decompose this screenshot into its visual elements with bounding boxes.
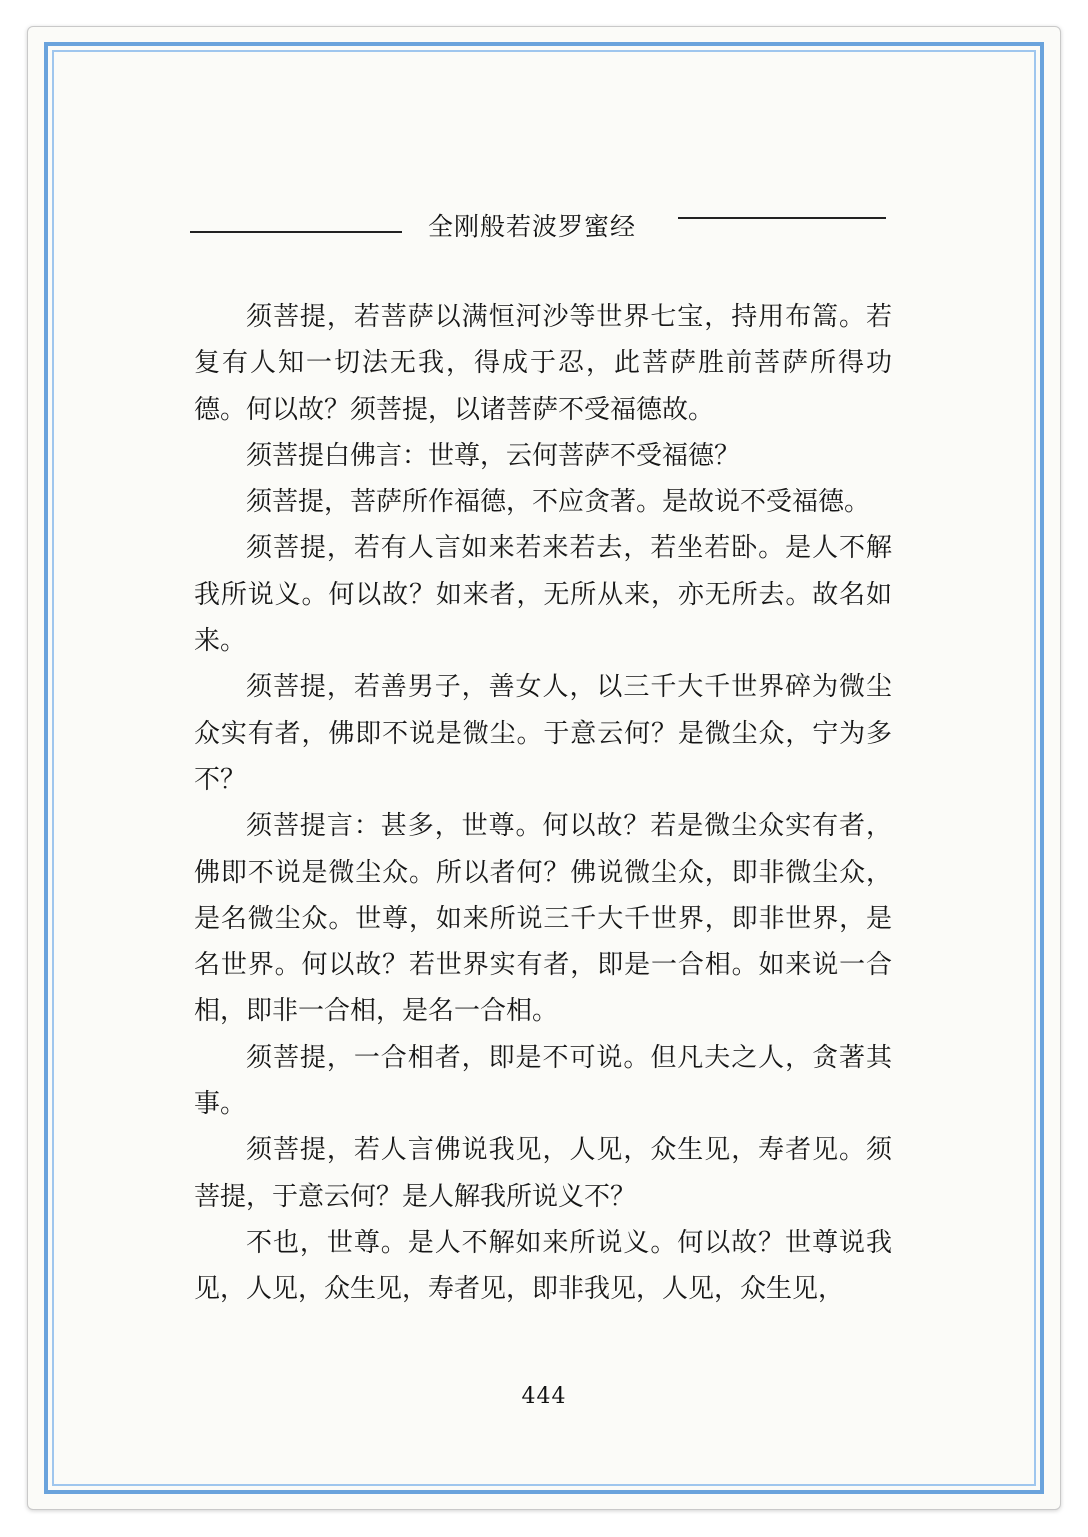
- header-rule-left: [190, 231, 402, 233]
- header-rule-right: [678, 217, 886, 219]
- paragraph: 须菩提，若人言佛说我见，人见，众生见，寿者见。须菩提，于意云何？是人解我所说义不？: [194, 1135, 892, 1212]
- paragraph: 须菩提，若善男子，善女人，以三千大千世界碎为微尘众实有者，佛即不说是微尘。于意云何？是微尘众，宁为多不？: [194, 672, 892, 795]
- paragraph: 不也，世尊。是人不解如来所说义。何以故？世尊说我见，人见，众生见，寿者见，即非我见，人见，众生见，: [194, 1227, 892, 1305]
- paragraph: 须菩提白佛言：世尊，云何菩萨不受福德？: [246, 440, 741, 471]
- paragraph: 须菩提言：甚多，世尊。何以故？若是微尘众实有者，佛即不说是微尘众。所以者何？佛说微尘众，即非微尘众，是名微尘众。世尊，如来所说三千大千世界，即非世界，是名世界。何以故？若世界实有者，即是一合相。如来说一合相，即非一合相，是名一合相。: [194, 811, 892, 1027]
- page-number: 444: [521, 1384, 567, 1409]
- paragraph: 须菩提，若有人言如来若来若去，若坐若卧。是人不解我所说义。何以故？如来者，无所从来，亦无所去。故名如来。: [194, 533, 892, 657]
- paragraph: 须菩提，一合相者，即是不可说。但凡夫之人，贪著其事。: [194, 1042, 892, 1120]
- paragraph: 须菩提，菩萨所作福德，不应贪著。是故说不受福德。: [246, 487, 871, 518]
- running-header: [190, 205, 888, 245]
- body-text: [194, 294, 892, 1313]
- book-title: 全刚般若波罗蜜经: [428, 212, 637, 241]
- paragraph: 须菩提，若菩萨以满恒河沙等世界七宝，持用布篙。若复有人知一切法无我，得成于忍，此菩萨胜前菩萨所得功德。何以故？须菩提，以诸菩萨不受福德故。: [194, 302, 892, 425]
